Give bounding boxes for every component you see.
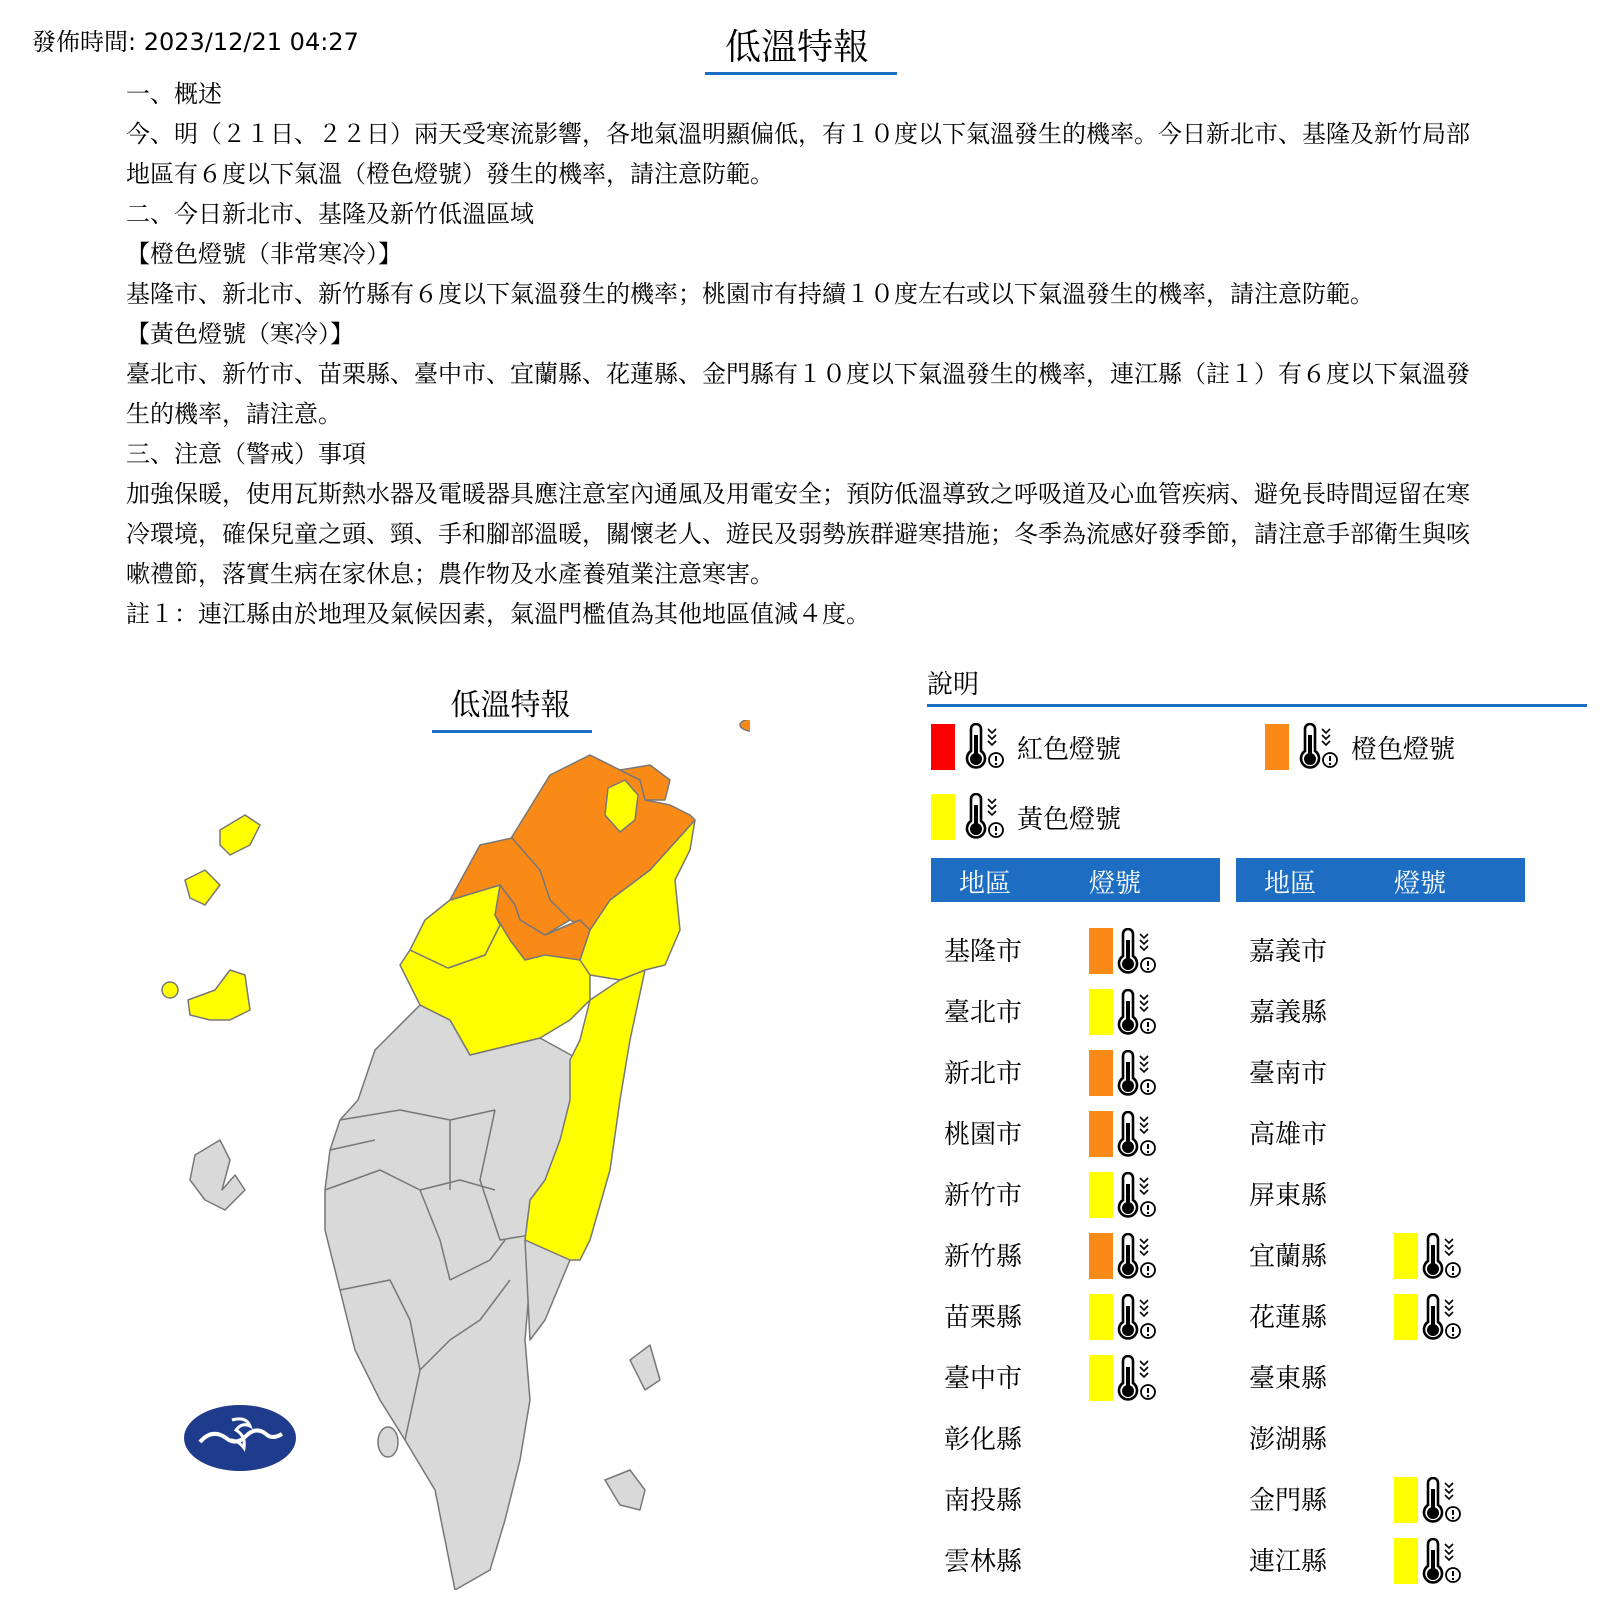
legend-orange-label: 橙色燈號 [1351, 734, 1456, 765]
cold-thermometer-icon [1418, 1233, 1462, 1281]
region-name: 臺南市 [1249, 1059, 1328, 1089]
yellow-signal-swatch [1089, 989, 1113, 1035]
cold-thermometer-icon [1113, 1172, 1157, 1220]
cold-thermometer-icon [1113, 928, 1157, 976]
map-title: 低溫特報 [450, 688, 571, 723]
cold-thermometer-icon [1113, 989, 1157, 1037]
red-swatch [931, 724, 955, 770]
region-name: 嘉義市 [1249, 937, 1328, 967]
map-region-matsu [220, 815, 260, 855]
col-region-header: 地區 [1264, 869, 1317, 899]
region-name: 雲林縣 [944, 1547, 1023, 1577]
yellow-signal-swatch [1089, 1172, 1113, 1218]
orange-signal-swatch [1089, 1050, 1113, 1096]
cold-thermometer-icon [1113, 1294, 1157, 1342]
cold-thermometer-icon [1418, 1294, 1462, 1342]
orange-signal-swatch [1089, 1111, 1113, 1157]
page-title: 低溫特報 [724, 27, 869, 68]
cold-thermometer-icon [1418, 1538, 1462, 1586]
map-region-kinmen [188, 970, 250, 1020]
region-name: 連江縣 [1249, 1547, 1328, 1577]
region-name: 臺北市 [944, 998, 1023, 1028]
bulletin-text [126, 74, 1476, 634]
cold-thermometer-icon [1113, 1355, 1157, 1403]
legend-red-label: 紅色燈號 [1017, 734, 1122, 765]
orange-heading: 【橙色燈號（非常寒冷）】 [126, 240, 402, 268]
region-name: 金門縣 [1249, 1486, 1328, 1516]
region-name: 苗栗縣 [944, 1303, 1023, 1333]
legend-title: 說明 [927, 670, 980, 700]
orange-text: 基隆市、新北市、新竹縣有６度以下氣溫發生的機率；桃園市有持續１０度左右或以下氣溫發生的機率，請注意防範。 [126, 280, 1374, 308]
yellow-text: 臺北市、新竹市、苗栗縣、臺中市、宜蘭縣、花蓮縣、金門縣有１０度以下氣溫發生的機率，連江縣（註１）有６度以下氣溫發生的機率，請注意。 [126, 360, 1470, 428]
cold-thermometer-icon [961, 723, 1005, 771]
section-2-heading: 二、今日新北市、基隆及新竹低溫區域 [126, 200, 534, 228]
section-3-text: 加強保暖，使用瓦斯熱水器及電暖器具應注意室內通風及用電安全；預防低溫導致之呼吸道及心血管疾病、避免長時間逗留在寒冷環境，確保兒童之頭、頸、手和腳部溫暖，關懷老人、遊民及弱勢族群避寒措施；冬季為流感好發季節，請注意手部衛生與咳嗽禮節，落實生病在家休息；農作物及水產養殖業注意寒害。 [126, 480, 1470, 588]
issued-time: 發佈時間: 2023/12/21 04:27 [32, 28, 359, 56]
yellow-signal-swatch [1394, 1294, 1418, 1340]
region-name: 新北市 [944, 1059, 1023, 1089]
yellow-heading: 【黃色燈號（寒冷）】 [126, 320, 354, 348]
cwa-logo [184, 1405, 296, 1471]
legend-yellow [931, 793, 1121, 841]
yellow-signal-swatch [1089, 1294, 1113, 1340]
region-name: 宜蘭縣 [1249, 1242, 1328, 1272]
yellow-swatch [931, 794, 955, 840]
region-name: 嘉義縣 [1249, 998, 1328, 1028]
yellow-signal-swatch [1394, 1538, 1418, 1584]
region-name: 屏東縣 [1249, 1181, 1328, 1211]
region-name: 花蓮縣 [1249, 1303, 1328, 1333]
col-region-header: 地區 [959, 869, 1012, 899]
region-name: 桃園市 [944, 1120, 1023, 1150]
cold-thermometer-icon [1418, 1477, 1462, 1525]
legend-orange [1265, 723, 1455, 771]
col-signal-header: 燈號 [1089, 869, 1142, 899]
taiwan-map [150, 720, 750, 1590]
legend-red [931, 723, 1121, 771]
region-name: 臺東縣 [1249, 1364, 1328, 1394]
legend-underline [927, 704, 1587, 707]
region-name: 基隆市 [944, 937, 1023, 967]
cold-thermometer-icon [1113, 1233, 1157, 1281]
table-header-left [931, 858, 1220, 902]
col-signal-header: 燈號 [1394, 869, 1447, 899]
section-1-heading: 一、概述 [126, 80, 222, 108]
cold-thermometer-icon [1113, 1050, 1157, 1098]
yellow-signal-swatch [1394, 1477, 1418, 1523]
section-1-text: 今、明（２１日、２２日）兩天受寒流影響，各地氣溫明顯偏低，有１０度以下氣溫發生的機率。今日新北市、基隆及新竹局部地區有６度以下氣溫（橙色燈號）發生的機率，請注意防範。 [126, 120, 1470, 188]
yellow-signal-swatch [1089, 1355, 1113, 1401]
table-header-right [1236, 858, 1525, 902]
region-name: 南投縣 [944, 1486, 1023, 1516]
orange-signal-swatch [1089, 1233, 1113, 1279]
cold-thermometer-icon [1113, 1111, 1157, 1159]
map-region-penghu [190, 1140, 245, 1210]
region-name: 新竹縣 [944, 1242, 1023, 1272]
yellow-signal-swatch [1394, 1233, 1418, 1279]
cold-thermometer-icon [961, 793, 1005, 841]
legend-yellow-label: 黃色燈號 [1017, 804, 1122, 835]
cold-thermometer-icon [1295, 723, 1339, 771]
section-3-heading: 三、注意（警戒）事項 [126, 440, 366, 468]
region-name: 澎湖縣 [1249, 1425, 1328, 1455]
region-name: 彰化縣 [944, 1425, 1023, 1455]
region-name: 高雄市 [1249, 1120, 1328, 1150]
orange-swatch [1265, 724, 1289, 770]
region-name: 臺中市 [944, 1364, 1023, 1394]
region-name: 新竹市 [944, 1181, 1023, 1211]
orange-signal-swatch [1089, 928, 1113, 974]
footnote: 註１：連江縣由於地理及氣候因素，氣溫門檻值為其他地區值減４度。 [126, 600, 870, 628]
